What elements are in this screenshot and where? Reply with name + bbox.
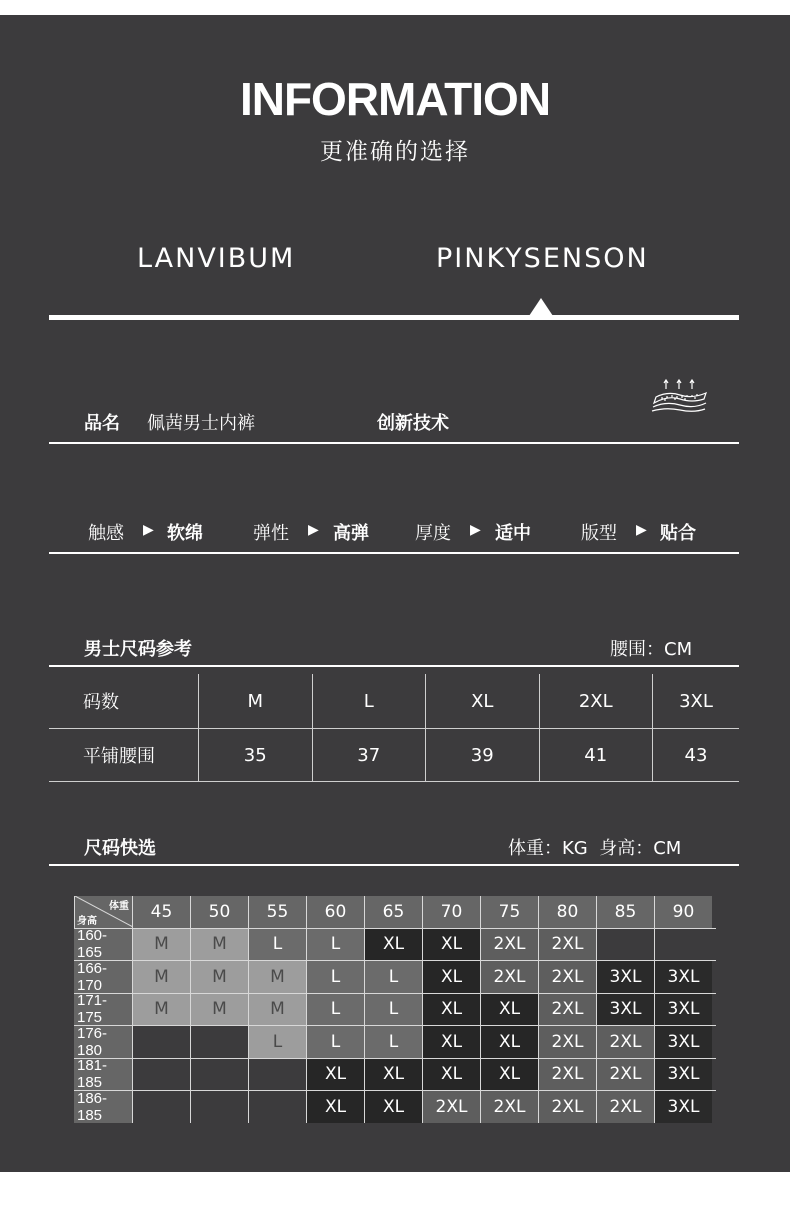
- quick-select-unit: 体重：KG 身高：CM: [508, 838, 682, 859]
- table-cell: L: [312, 674, 426, 729]
- table-cell: 41: [539, 729, 653, 782]
- size-cell: XL: [364, 929, 422, 961]
- size-ref-unit: 腰围：CM: [610, 639, 693, 660]
- weight-header-cell: 85: [596, 896, 654, 928]
- height-range-cell: 181-185: [74, 1059, 132, 1091]
- size-cell: XL: [364, 1059, 422, 1091]
- size-cell: L: [364, 961, 422, 993]
- height-range-cell: 160-165: [74, 929, 132, 961]
- size-cell: 2XL: [480, 929, 538, 961]
- size-cell: 3XL: [654, 1059, 712, 1091]
- size-cell: XL: [480, 1059, 538, 1091]
- size-cell: M: [248, 961, 306, 993]
- size-cell: M: [190, 961, 248, 993]
- table-cell: 43: [653, 729, 740, 782]
- size-cell: L: [306, 1026, 364, 1058]
- size-cell: L: [306, 929, 364, 961]
- size-cell: 3XL: [654, 1026, 712, 1058]
- size-cell: 2XL: [538, 1059, 596, 1091]
- size-row-label: 码数: [49, 674, 199, 729]
- size-reference-table: [49, 674, 739, 782]
- attr-elastic-label: 弹性: [253, 523, 289, 544]
- weight-header-cell: 80: [538, 896, 596, 928]
- product-name-label: 品名: [84, 413, 120, 434]
- brand-tab-lanvibum[interactable]: LANVIBUM: [137, 243, 296, 274]
- table-cell: 3XL: [653, 674, 740, 729]
- size-cell: XL: [422, 929, 480, 961]
- size-cell: XL: [306, 1091, 364, 1123]
- attr-fit-value: 贴合: [660, 523, 696, 544]
- size-cell: L: [248, 1026, 306, 1058]
- size-cell: 3XL: [654, 1091, 712, 1123]
- size-cell: XL: [422, 1026, 480, 1058]
- innovation-tech-label: 创新技术: [377, 413, 449, 434]
- table-row: [74, 993, 716, 1026]
- table-cell: 39: [426, 729, 540, 782]
- size-ref-title: 男士尺码参考: [84, 639, 192, 660]
- size-cell: [248, 1059, 306, 1091]
- size-cell: 2XL: [596, 1059, 654, 1091]
- corner-weight-label: 体重: [109, 901, 129, 912]
- size-cell: [190, 1091, 248, 1123]
- size-cell: 3XL: [596, 994, 654, 1026]
- height-range-cell: 171-175: [74, 994, 132, 1026]
- product-divider: [49, 442, 739, 444]
- attr-thickness-label: 厚度: [415, 523, 451, 544]
- size-cell: [654, 929, 712, 961]
- size-cell: L: [364, 994, 422, 1026]
- size-cell: 2XL: [538, 929, 596, 961]
- size-cell: M: [190, 994, 248, 1026]
- quick-select-divider: [49, 864, 739, 866]
- corner-height-label: 身高: [77, 915, 97, 927]
- waist-row-label: 平铺腰围: [49, 729, 199, 782]
- brand-divider: [49, 315, 739, 320]
- size-ref-divider: [49, 665, 739, 667]
- size-cell: M: [132, 929, 190, 961]
- size-cell: 2XL: [538, 1091, 596, 1123]
- attr-touch-value: 软绵: [167, 523, 203, 544]
- size-cell: [596, 929, 654, 961]
- weight-header-cell: 55: [248, 896, 306, 928]
- weight-header-cell: 60: [306, 896, 364, 928]
- size-cell: XL: [422, 1059, 480, 1091]
- attr-fit-label: 版型: [581, 523, 617, 544]
- size-cell: XL: [422, 994, 480, 1026]
- arrow-right-icon: ▶: [143, 522, 154, 538]
- size-cell: [132, 1059, 190, 1091]
- size-cell: 2XL: [538, 961, 596, 993]
- size-cell: [132, 1091, 190, 1123]
- size-cell: [190, 1026, 248, 1058]
- breathable-fabric-icon: [648, 375, 710, 415]
- table-row: [74, 960, 716, 993]
- size-cell: 2XL: [480, 961, 538, 993]
- active-brand-indicator-icon: [529, 298, 553, 316]
- size-cell: 2XL: [596, 1026, 654, 1058]
- weight-header-cell: 50: [190, 896, 248, 928]
- size-cell: M: [132, 994, 190, 1026]
- height-range-cell: 176-180: [74, 1026, 132, 1058]
- arrow-right-icon: ▶: [470, 522, 481, 538]
- attr-touch-label: 触感: [88, 523, 124, 544]
- size-quick-select-grid: [74, 896, 716, 1123]
- arrow-right-icon: ▶: [636, 522, 647, 538]
- quick-select-title: 尺码快选: [84, 838, 156, 859]
- grid-corner: [74, 896, 132, 928]
- attr-elastic-value: 高弹: [333, 523, 369, 544]
- size-cell: 2XL: [480, 1091, 538, 1123]
- page-subtitle: 更准确的选择: [320, 139, 470, 165]
- table-cell: M: [199, 674, 313, 729]
- size-cell: 3XL: [654, 961, 712, 993]
- size-cell: [248, 1091, 306, 1123]
- weight-header-cell: 75: [480, 896, 538, 928]
- size-cell: 3XL: [596, 961, 654, 993]
- table-cell: XL: [426, 674, 540, 729]
- brand-tab-pinkysenson[interactable]: PINKYSENSON: [436, 243, 649, 274]
- table-row: [74, 928, 716, 961]
- weight-header-cell: 45: [132, 896, 190, 928]
- grid-header-row: [74, 896, 716, 928]
- size-cell: XL: [364, 1091, 422, 1123]
- weight-header-cell: 70: [422, 896, 480, 928]
- product-name-value: 佩茜男士内裤: [147, 413, 255, 434]
- table-cell: 35: [199, 729, 313, 782]
- size-cell: 3XL: [654, 994, 712, 1026]
- page-title: INFORMATION: [239, 73, 551, 125]
- size-cell: 2XL: [538, 1026, 596, 1058]
- height-range-cell: 166-170: [74, 961, 132, 993]
- size-cell: [132, 1026, 190, 1058]
- table-cell: 37: [312, 729, 426, 782]
- weight-header-cell: 90: [654, 896, 712, 928]
- size-cell: XL: [422, 961, 480, 993]
- size-cell: M: [190, 929, 248, 961]
- table-row: [49, 674, 739, 729]
- size-cell: 2XL: [422, 1091, 480, 1123]
- size-cell: XL: [306, 1059, 364, 1091]
- size-cell: [190, 1059, 248, 1091]
- height-range-cell: 186-185: [74, 1091, 132, 1123]
- size-cell: 2XL: [596, 1091, 654, 1123]
- table-row: [74, 1090, 716, 1123]
- table-row: [74, 1058, 716, 1091]
- size-cell: L: [306, 994, 364, 1026]
- attr-thickness-value: 适中: [495, 523, 531, 544]
- size-cell: XL: [480, 1026, 538, 1058]
- size-cell: L: [248, 929, 306, 961]
- table-row: [49, 729, 739, 782]
- size-cell: L: [306, 961, 364, 993]
- size-cell: M: [132, 961, 190, 993]
- attributes-divider: [49, 552, 739, 554]
- size-cell: XL: [480, 994, 538, 1026]
- table-row: [74, 1025, 716, 1058]
- size-cell: 2XL: [538, 994, 596, 1026]
- arrow-right-icon: ▶: [308, 522, 319, 538]
- weight-header-cell: 65: [364, 896, 422, 928]
- size-cell: M: [248, 994, 306, 1026]
- table-cell: 2XL: [539, 674, 653, 729]
- size-cell: L: [364, 1026, 422, 1058]
